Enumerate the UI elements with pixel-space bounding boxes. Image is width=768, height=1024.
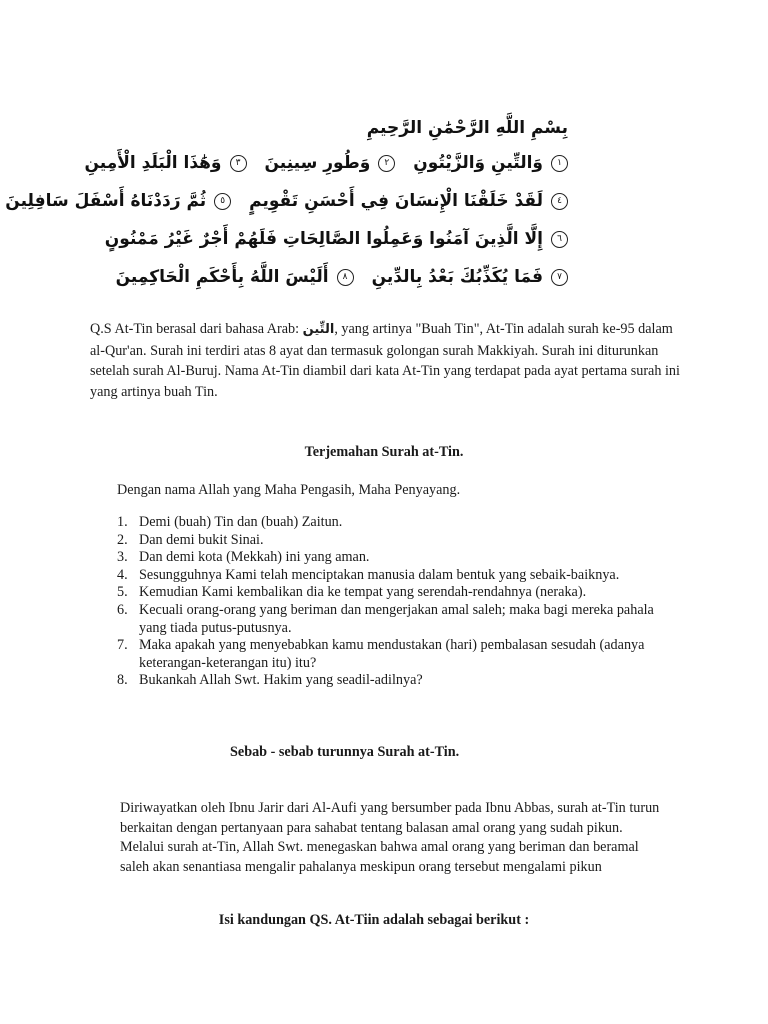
verse-item-6 — [117, 602, 662, 637]
verse-text: Dan demi kota (Mekkah) ini yang aman. — [139, 549, 370, 566]
ayah-text: أَلَيْسَ اللَّهُ بِأَحْكَمِ الْحَاكِمِينَ — [115, 267, 329, 287]
ayah-text: لَقَدْ خَلَقْنَا الْإِنسَانَ فِي أَحْسَنِ تَقْوِيمٍ — [249, 191, 543, 211]
verse-number: 8. — [117, 672, 128, 689]
asbabun-nuzul-paragraph: Diriwayatkan oleh Ibnu Jarir dari Al-Aufi yang bersumber pada Ibnu Abbas, surah at-Tin turun berkaitan dengan pertanyaan para sahabat tentang balasan amal orang yang sudah pikun. Melalui surah at-Tin, Allah Swt. menegaskan bahwa amal orang yang beriman dan beramal saleh akan senantiasa mengalir pahalanya meskipun orang tersebut mengalami pikun — [120, 800, 660, 875]
ayah-8 — [116, 267, 354, 287]
ayah-text: وَالتِّينِ وَالزَّيْتُونِ — [413, 153, 543, 173]
bismillah-text: بِسْمِ اللَّهِ الرَّحْمَٰنِ الرَّحِيمِ — [366, 118, 568, 138]
verse-item-1 — [117, 514, 662, 532]
ayah-5 — [5, 191, 231, 211]
ayah-text: ثُمَّ رَدَدْنَاهُ أَسْفَلَ سَافِلِينَ — [5, 191, 207, 211]
verse-item-2 — [117, 532, 662, 550]
ayah-text: فَمَا يُكَذِّبُكَ بَعْدُ بِالدِّينِ — [371, 267, 543, 287]
ayah-row-1 — [67, 148, 569, 178]
verse-text: Sesungguhnya Kami telah menciptakan manusia dalam bentuk yang sebaik-baiknya. — [139, 566, 620, 583]
intro-text-part2: , yang artinya "Buah Tin", At-Tin adalah surah ke-95 dalam al-Qur'an. Surah ini terdiri atas 8 ayat dan termasuk golongan surah Makkiyah. Surah ini diturunkan setelah surah Al-Buruj. Nama At-Tin diambil dari kata At-Tin yang terdapat pada ayat pertama surah ini yang artinya buah Tin. — [90, 321, 680, 400]
verse-number: 4. — [117, 566, 128, 583]
ayah-number-marker: ١ — [551, 155, 568, 172]
verse-item-8 — [117, 672, 662, 690]
ayah-text: إِلَّا الَّذِينَ آمَنُوا وَعَمِلُوا الصَّالِحَاتِ فَلَهُمْ أَجْرٌ غَيْرُ مَمْنُونٍ — [104, 229, 543, 249]
ayah-number-marker: ٤ — [551, 193, 568, 210]
translation-opening: Dengan nama Allah yang Maha Pengasih, Maha Penyayang. — [117, 482, 461, 498]
verse-text: Demi (buah) Tin dan (buah) Zaitun. — [139, 514, 343, 530]
verse-text: Dan demi bukit Sinai. — [139, 531, 264, 548]
verse-number: 2. — [117, 531, 128, 548]
ayah-row-4 — [98, 262, 568, 292]
verse-text: Maka apakah yang menyebabkan kamu mendustakan (hari) pembalasan sesudah (adanya keterangan-keterangan itu) itu? — [139, 637, 645, 671]
ayah-number-marker: ٣ — [230, 155, 247, 172]
intro-arabic-word: التِّين — [302, 322, 335, 337]
ayah-number-marker: ٦ — [551, 231, 568, 248]
ayah-6 — [105, 229, 568, 249]
verse-number: 6. — [117, 601, 128, 618]
ayah-3 — [85, 153, 247, 173]
content-heading: Isi kandungan QS. At-Tiin adalah sebagai berikut : — [218, 912, 530, 928]
ayah-row-2 — [0, 186, 568, 216]
verse-number: 1. — [117, 514, 128, 530]
ayah-number-marker: ٨ — [337, 269, 354, 286]
verse-text: Kecuali orang-orang yang beriman dan mengerjakan amal saleh; maka bagi mereka pahala yang tiada putus-putusnya. — [139, 601, 654, 636]
intro-text-part1: Q.S At-Tin berasal dari bahasa Arab: — [90, 321, 303, 337]
verse-number: 3. — [117, 549, 128, 566]
asbabun-nuzul-heading: Sebab - sebab turunnya Surah at-Tin. — [230, 744, 460, 760]
verse-item-7 — [117, 637, 662, 672]
ayah-row-3 — [87, 224, 568, 254]
verse-item-3 — [117, 549, 662, 567]
intro-paragraph — [90, 319, 680, 402]
verse-item-4 — [117, 567, 662, 585]
verse-number: 5. — [117, 584, 128, 601]
ayah-text: وَهَٰذَا الْبَلَدِ الْأَمِينِ — [84, 153, 222, 173]
verse-item-5 — [117, 584, 662, 602]
ayah-2 — [265, 153, 396, 173]
verse-number: 7. — [117, 637, 128, 654]
verse-text: Kemudian Kami kembalikan dia ke tempat yang serendah-rendahnya (neraka). — [139, 584, 587, 601]
ayah-text: وَطُورِ سِينِينَ — [264, 153, 371, 173]
verse-text: Bukankah Allah Swt. Hakim yang seadil-adilnya? — [139, 672, 423, 689]
ayah-7 — [372, 267, 568, 287]
ayah-number-marker: ٧ — [551, 269, 568, 286]
ayah-4 — [249, 191, 568, 211]
translation-heading: Terjemahan Surah at-Tin. — [304, 444, 464, 460]
ayah-number-marker: ٢ — [378, 155, 395, 172]
ayah-1 — [413, 153, 568, 173]
translation-verse-list — [117, 514, 662, 690]
ayah-number-marker: ٥ — [214, 193, 231, 210]
arabic-surah-image — [5, 112, 580, 302]
